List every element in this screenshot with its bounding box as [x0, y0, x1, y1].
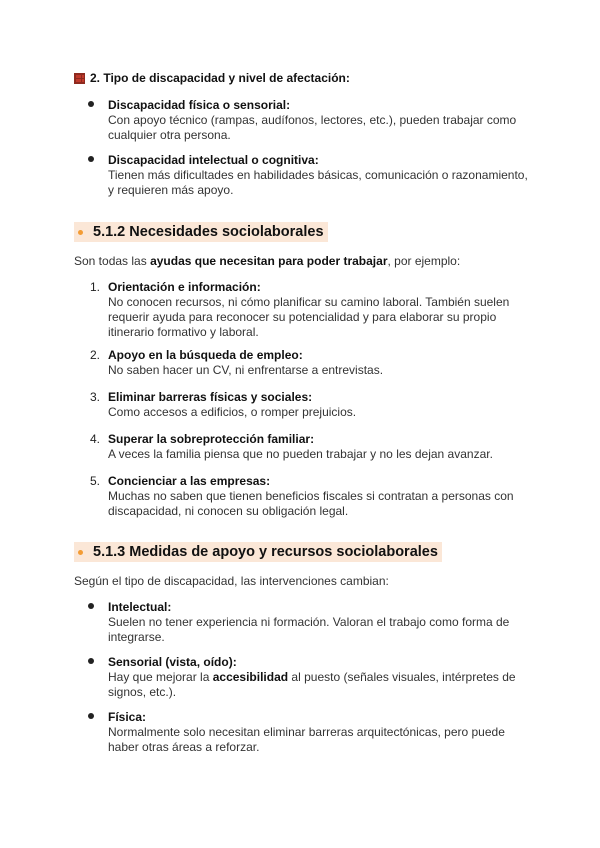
item-text: Tienen más dificultades en habilidades básicas, comunicación o razonamiento, y requieren más apoyo. — [108, 168, 528, 197]
item-text: A veces la familia piensa que no pueden trabajar y no les dejan avanzar. — [108, 447, 493, 461]
numbered-item — [90, 390, 530, 420]
section-heading-text: 2. Tipo de discapacidad y nivel de afectación: — [90, 71, 350, 85]
item-text — [108, 670, 528, 700]
item-title: Física: — [108, 710, 147, 724]
bullet-icon — [88, 603, 94, 609]
list-item — [88, 600, 528, 645]
numbered-item — [90, 432, 530, 462]
intro-paragraph: Según el tipo de discapacidad, las intervenciones cambian: — [74, 574, 389, 588]
item-title: Eliminar barreras físicas y sociales: — [108, 390, 313, 404]
item-text-part: al puesto (señales visuales, intérpretes de signos, etc.). — [108, 670, 516, 699]
intro-text: , por ejemplo: — [387, 254, 461, 268]
item-number: 4. — [90, 432, 101, 446]
list-item — [88, 655, 528, 700]
item-title: Discapacidad intelectual o cognitiva: — [108, 153, 319, 167]
item-text: Normalmente solo necesitan eliminar barreras arquitectónicas, pero puede haber otras áreas a reforzar. — [108, 725, 505, 754]
item-text: Suelen no tener experiencia ni formación. Valoran el trabajo como forma de integrarse. — [108, 615, 510, 644]
numbered-item — [90, 474, 530, 519]
brick-icon — [74, 73, 85, 84]
intro-text: Son todas las — [74, 254, 151, 268]
list-item — [88, 98, 528, 143]
item-number: 2. — [90, 348, 101, 362]
bullet-icon — [88, 713, 94, 719]
item-title: Apoyo en la búsqueda de empleo: — [108, 348, 303, 362]
item-number: 1. — [90, 280, 101, 294]
list-item — [88, 710, 528, 755]
numbered-item — [90, 280, 530, 340]
section-heading-text: 5.1.2 Necesidades sociolaborales — [93, 224, 324, 240]
item-title: Orientación e información: — [108, 280, 261, 294]
item-text-bold: accesibilidad — [212, 670, 289, 684]
item-text: Con apoyo técnico (rampas, audífonos, lectores, etc.), pueden trabajar como cualquier otra persona. — [108, 113, 517, 142]
intro-bold-text: ayudas que necesitan para poder trabajar — [150, 254, 388, 268]
bullet-icon — [78, 230, 83, 235]
item-title: Sensorial (vista, oído): — [108, 655, 237, 669]
item-title: Intelectual: — [108, 600, 172, 614]
item-title: Superar la sobreprotección familiar: — [108, 432, 315, 446]
section-heading-text: 5.1.3 Medidas de apoyo y recursos sociolaborales — [93, 544, 438, 560]
section-heading-necesidades — [74, 222, 328, 242]
list-item — [88, 153, 528, 198]
item-text: Como accesos a edificios, o romper prejuicios. — [108, 405, 357, 419]
intro-paragraph — [74, 254, 460, 269]
bullet-icon — [88, 658, 94, 664]
item-text-part: Hay que mejorar la — [108, 670, 213, 684]
bullet-icon — [88, 156, 94, 162]
section-heading-tipo-discapacidad — [74, 71, 350, 85]
bullet-icon — [78, 550, 83, 555]
item-title: Discapacidad física o sensorial: — [108, 98, 291, 112]
item-text: No saben hacer un CV, ni enfrentarse a entrevistas. — [108, 363, 384, 377]
item-text: Muchas no saben que tienen beneficios fiscales si contratan a personas con discapacidad, ni conocen su obligación legal. — [108, 489, 514, 518]
numbered-item — [90, 348, 530, 378]
item-title: Concienciar a las empresas: — [108, 474, 271, 488]
item-number: 3. — [90, 390, 101, 404]
item-number: 5. — [90, 474, 101, 488]
section-heading-medidas — [74, 542, 442, 562]
bullet-icon — [88, 101, 94, 107]
item-text: No conocen recursos, ni cómo planificar su camino laboral. También suelen requerir ayuda para reconocer su potencialidad y para elaborar su propio itinerario formativo y laboral. — [108, 295, 510, 339]
